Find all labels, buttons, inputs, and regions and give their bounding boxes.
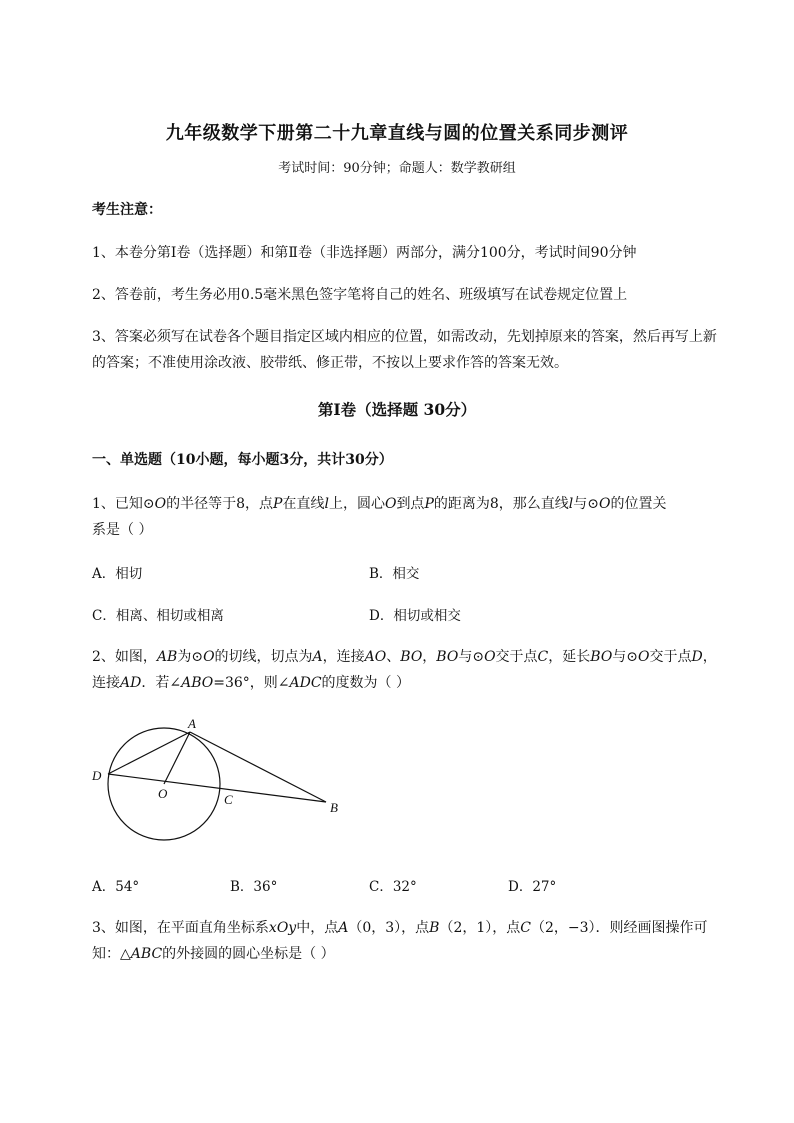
q1-option-c[interactable]: C．相离、相切或相离: [92, 608, 224, 624]
label-o: O: [158, 786, 168, 801]
question-1-line-2: 系是（ ）: [92, 522, 153, 538]
exam-info: 考试时间：90分钟；命题人：数学教研组: [278, 161, 516, 176]
q1-option-a[interactable]: A．相切: [92, 566, 143, 582]
label-b: B: [330, 800, 338, 815]
q2-option-b[interactable]: B．36°: [230, 879, 278, 895]
question-3-line-2: 知：△ABC的外接圆的圆心坐标是（ ）: [92, 946, 335, 962]
question-2-line-1: 2、如图，AB为⊙O的切线，切点为A，连接AO、BO，BO与⊙O交于点C，延长BO与⊙O交于点D，: [92, 649, 717, 665]
segment-ad: [108, 732, 190, 774]
q2-option-c[interactable]: C．32°: [369, 879, 417, 895]
notice-item-1: 1、本卷分第I卷（选择题）和第Ⅱ卷（非选择题）两部分，满分100分，考试时间90分钟: [92, 245, 637, 261]
notice-heading: 考生注意：: [92, 202, 162, 218]
section-title: 第I卷（选择题 30分）: [317, 400, 477, 419]
q2-option-a[interactable]: A．54°: [92, 879, 140, 895]
label-d: D: [92, 768, 102, 783]
page-title: 九年级数学下册第二十九章直线与圆的位置关系同步测评: [165, 123, 629, 144]
line-db: [108, 774, 326, 802]
q2-geometry-figure: [86, 712, 346, 844]
question-1-line-1: 1、已知⊙O的半径等于8，点P在直线l上，圆心O到点P的距离为8，那么直线l与⊙O的位置关: [92, 496, 667, 512]
question-3-line-1: 3、如图，在平面直角坐标系xOy中，点A（0，3），点B（2，1），点C（2，−3）．则经画图操作可: [92, 920, 708, 936]
notice-item-3-line-1: 3、答案必须写在试卷各个题目指定区域内相应的位置，如需改动，先划掉原来的答案，然后再写上新: [92, 329, 717, 345]
q2-option-d[interactable]: D．27°: [508, 879, 557, 895]
circle-tangent-diagram: [86, 712, 346, 844]
question-2-line-2: 连接AD．若∠ABO=36°，则∠ADC的度数为（ ）: [92, 675, 410, 691]
part-heading: 一、单选题（10小题，每小题3分，共计30分）: [92, 452, 393, 468]
tangent-ab: [190, 732, 326, 802]
notice-item-2: 2、答卷前，考生务必用0.5毫米黑色签字笔将自己的姓名、班级填写在试卷规定位置上: [92, 287, 628, 303]
notice-item-3-line-2: 的答案；不准使用涂改液、胶带纸、修正带，不按以上要求作答的答案无效。: [92, 355, 568, 371]
label-c: C: [224, 792, 233, 807]
radius-ao: [164, 732, 190, 784]
q1-option-b[interactable]: B．相交: [369, 566, 420, 582]
q1-option-d[interactable]: D．相切或相交: [369, 608, 461, 624]
label-a: A: [188, 716, 196, 731]
